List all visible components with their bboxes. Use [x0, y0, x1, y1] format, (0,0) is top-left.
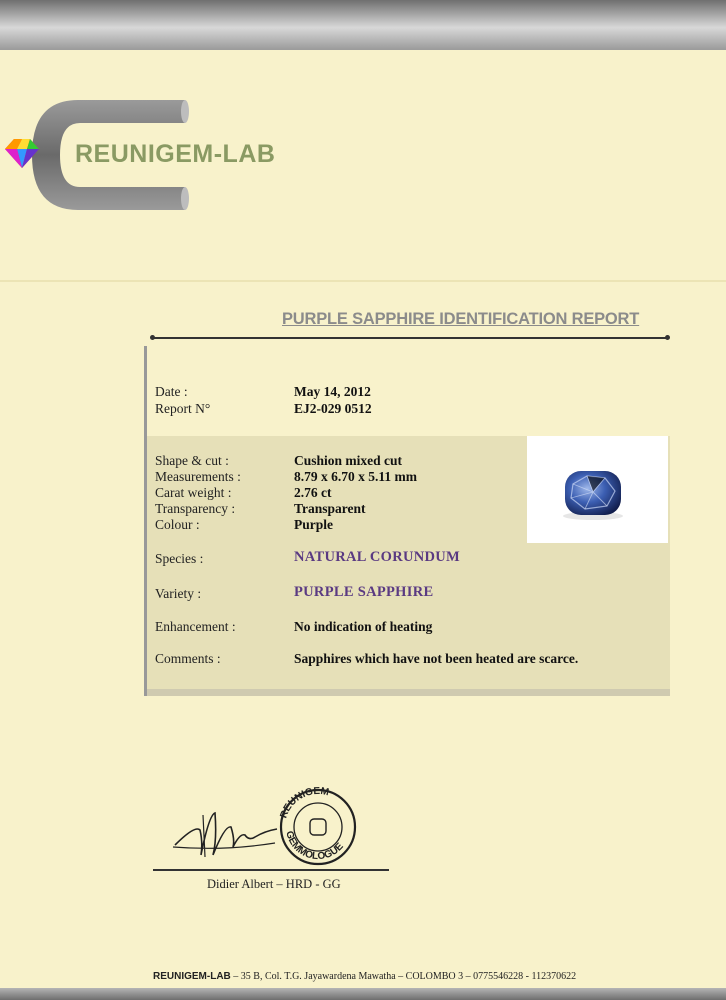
- report-number-label: Report N°: [155, 401, 211, 416]
- signature-rule: [153, 869, 389, 871]
- species-label: Species :: [155, 551, 204, 566]
- bottom-scan-border: [0, 988, 726, 1000]
- variety-value: PURPLE SAPPHIRE: [294, 584, 434, 600]
- species-value: NATURAL CORUNDUM: [294, 549, 461, 565]
- shape-cut-value: Cushion mixed cut: [294, 453, 403, 468]
- logo-wordmark: REUNIGEM-LAB: [75, 140, 276, 168]
- colour-label: Colour :: [155, 517, 200, 532]
- enhancement-value: No indication of heating: [294, 619, 433, 634]
- svg-text:REUNIGEM: REUNIGEM: [278, 785, 330, 820]
- gem-photo: [527, 436, 668, 543]
- comments-value: Sapphires which have not been heated are scarce.: [294, 651, 579, 666]
- details-panel-shadow: [147, 689, 670, 696]
- measurements-label: Measurements :: [155, 469, 241, 484]
- transparency-value: Transparent: [294, 501, 366, 516]
- footer-brand: REUNIGEM-LAB: [153, 971, 231, 982]
- paper-fold-line: [0, 280, 726, 282]
- top-scan-border: [0, 0, 726, 50]
- variety-label: Variety :: [155, 586, 202, 601]
- shape-cut-label: Shape & cut :: [155, 453, 229, 468]
- carat-weight-value: 2.76 ct: [294, 485, 332, 500]
- enhancement-label: Enhancement :: [155, 619, 236, 634]
- colour-value: Purple: [294, 517, 333, 532]
- signature-and-seal: [165, 785, 395, 875]
- svg-text:GEMMOLOGUE: GEMMOLOGUE: [283, 829, 346, 863]
- signer-name: Didier Albert – HRD - GG: [207, 877, 341, 891]
- date-label: Date :: [155, 384, 188, 399]
- date-value: May 14, 2012: [294, 384, 371, 399]
- transparency-label: Transparency :: [155, 501, 236, 516]
- sapphire-image: [527, 436, 668, 543]
- comments-label: Comments :: [155, 651, 221, 666]
- measurements-value: 8.79 x 6.70 x 5.11 mm: [294, 469, 417, 484]
- report-number-value: EJ2-029 0512: [294, 401, 372, 416]
- footer-address: [153, 971, 576, 982]
- report-title: PURPLE SAPPHIRE IDENTIFICATION REPORT: [282, 310, 640, 328]
- footer-address-text: – 35 B, Col. T.G. Jayawardena Mawatha – COLOMBO 3 – 0775546228 - 112370622: [230, 971, 577, 982]
- title-rule: [152, 337, 668, 339]
- carat-weight-label: Carat weight :: [155, 485, 232, 500]
